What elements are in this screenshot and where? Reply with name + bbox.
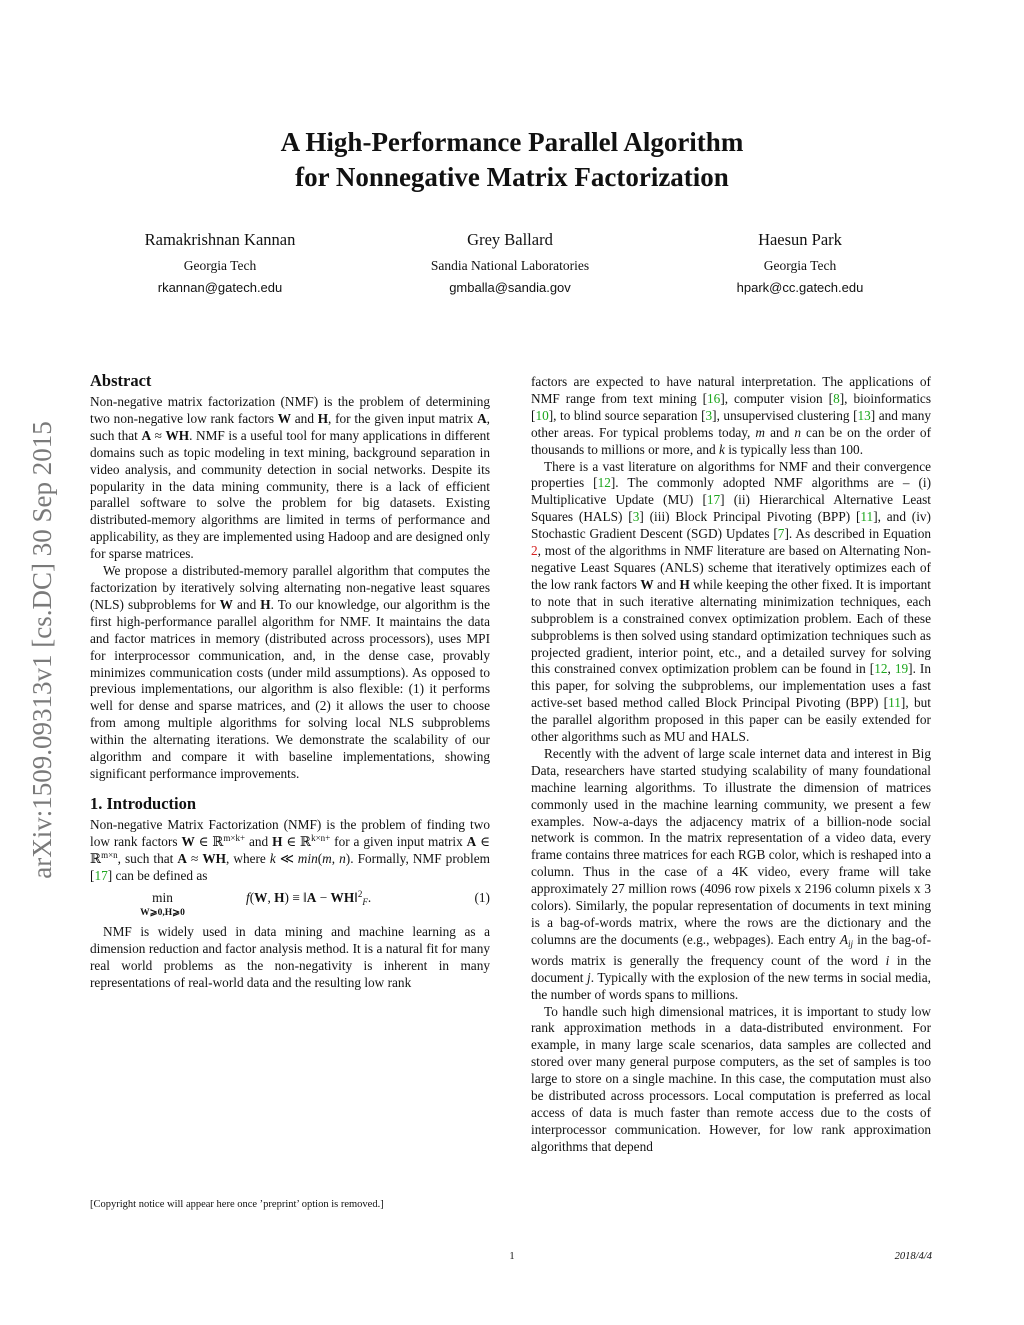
author-affiliation: Sandia National Laboratories	[430, 258, 590, 273]
equation-1	[90, 886, 490, 924]
left-column	[90, 370, 490, 992]
equation-number: (1)	[474, 890, 490, 906]
introduction-heading: 1. Introduction	[90, 793, 197, 813]
equation-min-operator: min W⩾0,H⩾0	[140, 890, 185, 919]
author-block-3	[650, 229, 950, 297]
author-email: rkannan@gatech.edu	[157, 280, 283, 295]
page-number: 1	[509, 1251, 515, 1262]
intro-paragraph-5: To handle such high dimensional matrices, it is important to study low rank approximation methods in a data-distributed environment. For example, in many large scale scenarios, data samples are collected and stored over many general purpose computers, as the set of samples is too large to store on a single machine. In this case, the computation must also be distributed across processors. Local computation is preferred as local access of data is much faster than remote access due to the costs of interprocessor communication. However, for low rank approximation algorithms that depend	[531, 1003, 931, 1154]
intro-paragraph-2-continued: factors are expected to have natural interpretation. The applications of NMF range from text mining [16], computer vision [8], bioinformatics [10], to blind source separation [3], unsupervised clustering [13] and many other areas. For typical problems today, m and n can be on the order of thousands to millions or more, and k is typically less than 100.	[531, 374, 931, 457]
author-email: hpark@cc.gatech.edu	[736, 280, 864, 295]
abstract-heading: Abstract	[90, 371, 152, 390]
author-block-1	[70, 229, 370, 297]
intro-paragraph-2: NMF is widely used in data mining and machine learning as a dimension reduction and factor analysis method. It is a natural fit for many real world problems as the non-negativity is inherent in many representations of real-world data and the resulting low rank	[90, 924, 490, 991]
copyright-notice: [Copyright notice will appear here once ’preprint’ option is removed.]	[90, 1199, 384, 1210]
equation-body: f(W, H) ≡ ‖A − WH‖$^2_F$.	[246, 889, 372, 908]
intro-paragraph-3: There is a vast literature on algorithms for NMF and their convergence properties [12]. The commonly adopted NMF algorithms are – (i) Multiplicative Update (MU) [17] (ii) Hierarchical Alternative Least Squares (HALS) [3] (iii) Block Principal Pivoting (BPP) [11], and (iv) Stochastic Gradient Descent (SGD) Updates [7]. As described in Equation 2, most of the algorithms in NMF literature are based on Alternating Non-negative Least Squares (ANLS) scheme that iteratively optimizes each of the low rank factors W and H while keeping the other fixed. It is important to note that in such iterative alternating minimization techniques, each subproblem is a constrained convex optimization problem. Each of these subproblems is then solved using standard optimization techniques such as projected gradient, interior point, etc., and a detailed survey for solving this constrained convex optimization problem can be found in [12, 19]. In this paper, for solving the subproblems, our implementation uses a fast active-set based method called Block Principal Pivoting (BPP) [11], but the parallel algorithm proposed in this paper can be easily extended for other algorithms such as MU and HALS.	[531, 458, 932, 745]
footer-date: 2018/4/4	[894, 1251, 932, 1262]
paper-title	[0, 125, 1024, 195]
author-name: Haesun Park	[758, 230, 842, 249]
author-affiliation: Georgia Tech	[763, 258, 837, 273]
arxiv-identifier-stamp: arXiv:1509.09313v1 [cs.DC] 30 Sep 2015	[27, 421, 57, 879]
intro-paragraph-1: Non-negative Matrix Factorization (NMF) is the problem of finding two low rank factors W ∈ ℝ$^{m\times k+}$ and H ∈ ℝ$^{k\times n+}$ for a given input matrix A ∈ ℝ$^{m\times n}$, such that A ≈ WH, where k ≪ min(m, n). Formally, NMF problem [17] can be defined as	[90, 816, 490, 883]
abstract-paragraph-1: Non-negative matrix factorization (NMF) is the problem of determining two non-negative low rank factors W and H, for the given input matrix A, such that A ≈ WH. NMF is a useful tool for many applications in different domains such as topic modeling in text mining, background separation in video analysis, and community detection in social networks. Despite its popularity in the data mining community, there is a lack of efficient parallel software to solve the problem for big datasets. Existing distributed-memory algorithms are limited in terms of performance and applicability, as they are implemented using Hadoop and are designed only for sparse matrices.	[90, 394, 490, 562]
abstract-paragraph-2: We propose a distributed-memory parallel algorithm that computes the factorization by iteratively solving alternating non-negative least squares (NLS) subproblems for W and H. To our knowledge, our algorithm is the first high-performance parallel algorithm for NMF. It maintains the data and factor matrices in memory (distributed across processors), uses MPI for interprocessor communication, and, in the dense case, provably minimizes communication costs (under mild assumptions). As opposed to previous implementations, our algorithm is also flexible: (1) it performs well for dense and sparse matrices, and (2) it allows the user to choose from among multiple algorithms for solving local NLS subproblems within the alternating iterations. We demonstrate the scalability of our algorithm and compare it with baseline implementations, showing significant performance improvements.	[90, 563, 490, 781]
right-column	[531, 374, 931, 1156]
author-affiliation: Georgia Tech	[183, 258, 257, 273]
title-line-1: A High-Performance Parallel Algorithm	[280, 127, 744, 157]
title-line-2: for Nonnegative Matrix Factorization	[295, 162, 729, 192]
author-block-2	[360, 229, 660, 297]
author-email: gmballa@sandia.gov	[449, 280, 571, 295]
author-name: Ramakrishnan Kannan	[144, 230, 296, 249]
intro-paragraph-4: Recently with the advent of large scale internet data and interest in Big Data, researchers have started studying scalability of many foundational machine learning algorithms. To illustrate the dimension of matrices commonly used in the machine learning community, we present a few examples. Now-a-days the adjacency matrix of a billion-node social network is common. In the matrix representation of a video data, every frame contains three matrices for each RGB color, which is reshaped into a column. Thus in the case of a 4K video, every frame will take approximately 27 million rows (4096 row pixels x 2196 column pixels x 3 colors). Similarly, the popular representation of documents in text mining is a bag-of-words matrix, where the rows are the dictionary and the columns are the documents (e.g., webpages). Each entry $A_{ij}$ in the bag-of-words matrix is generally the frequency count of the word i in the document j. Typically with the explosion of the new terms in social media, the number of words spans to millions.	[531, 745, 931, 1002]
author-name: Grey Ballard	[467, 230, 553, 249]
